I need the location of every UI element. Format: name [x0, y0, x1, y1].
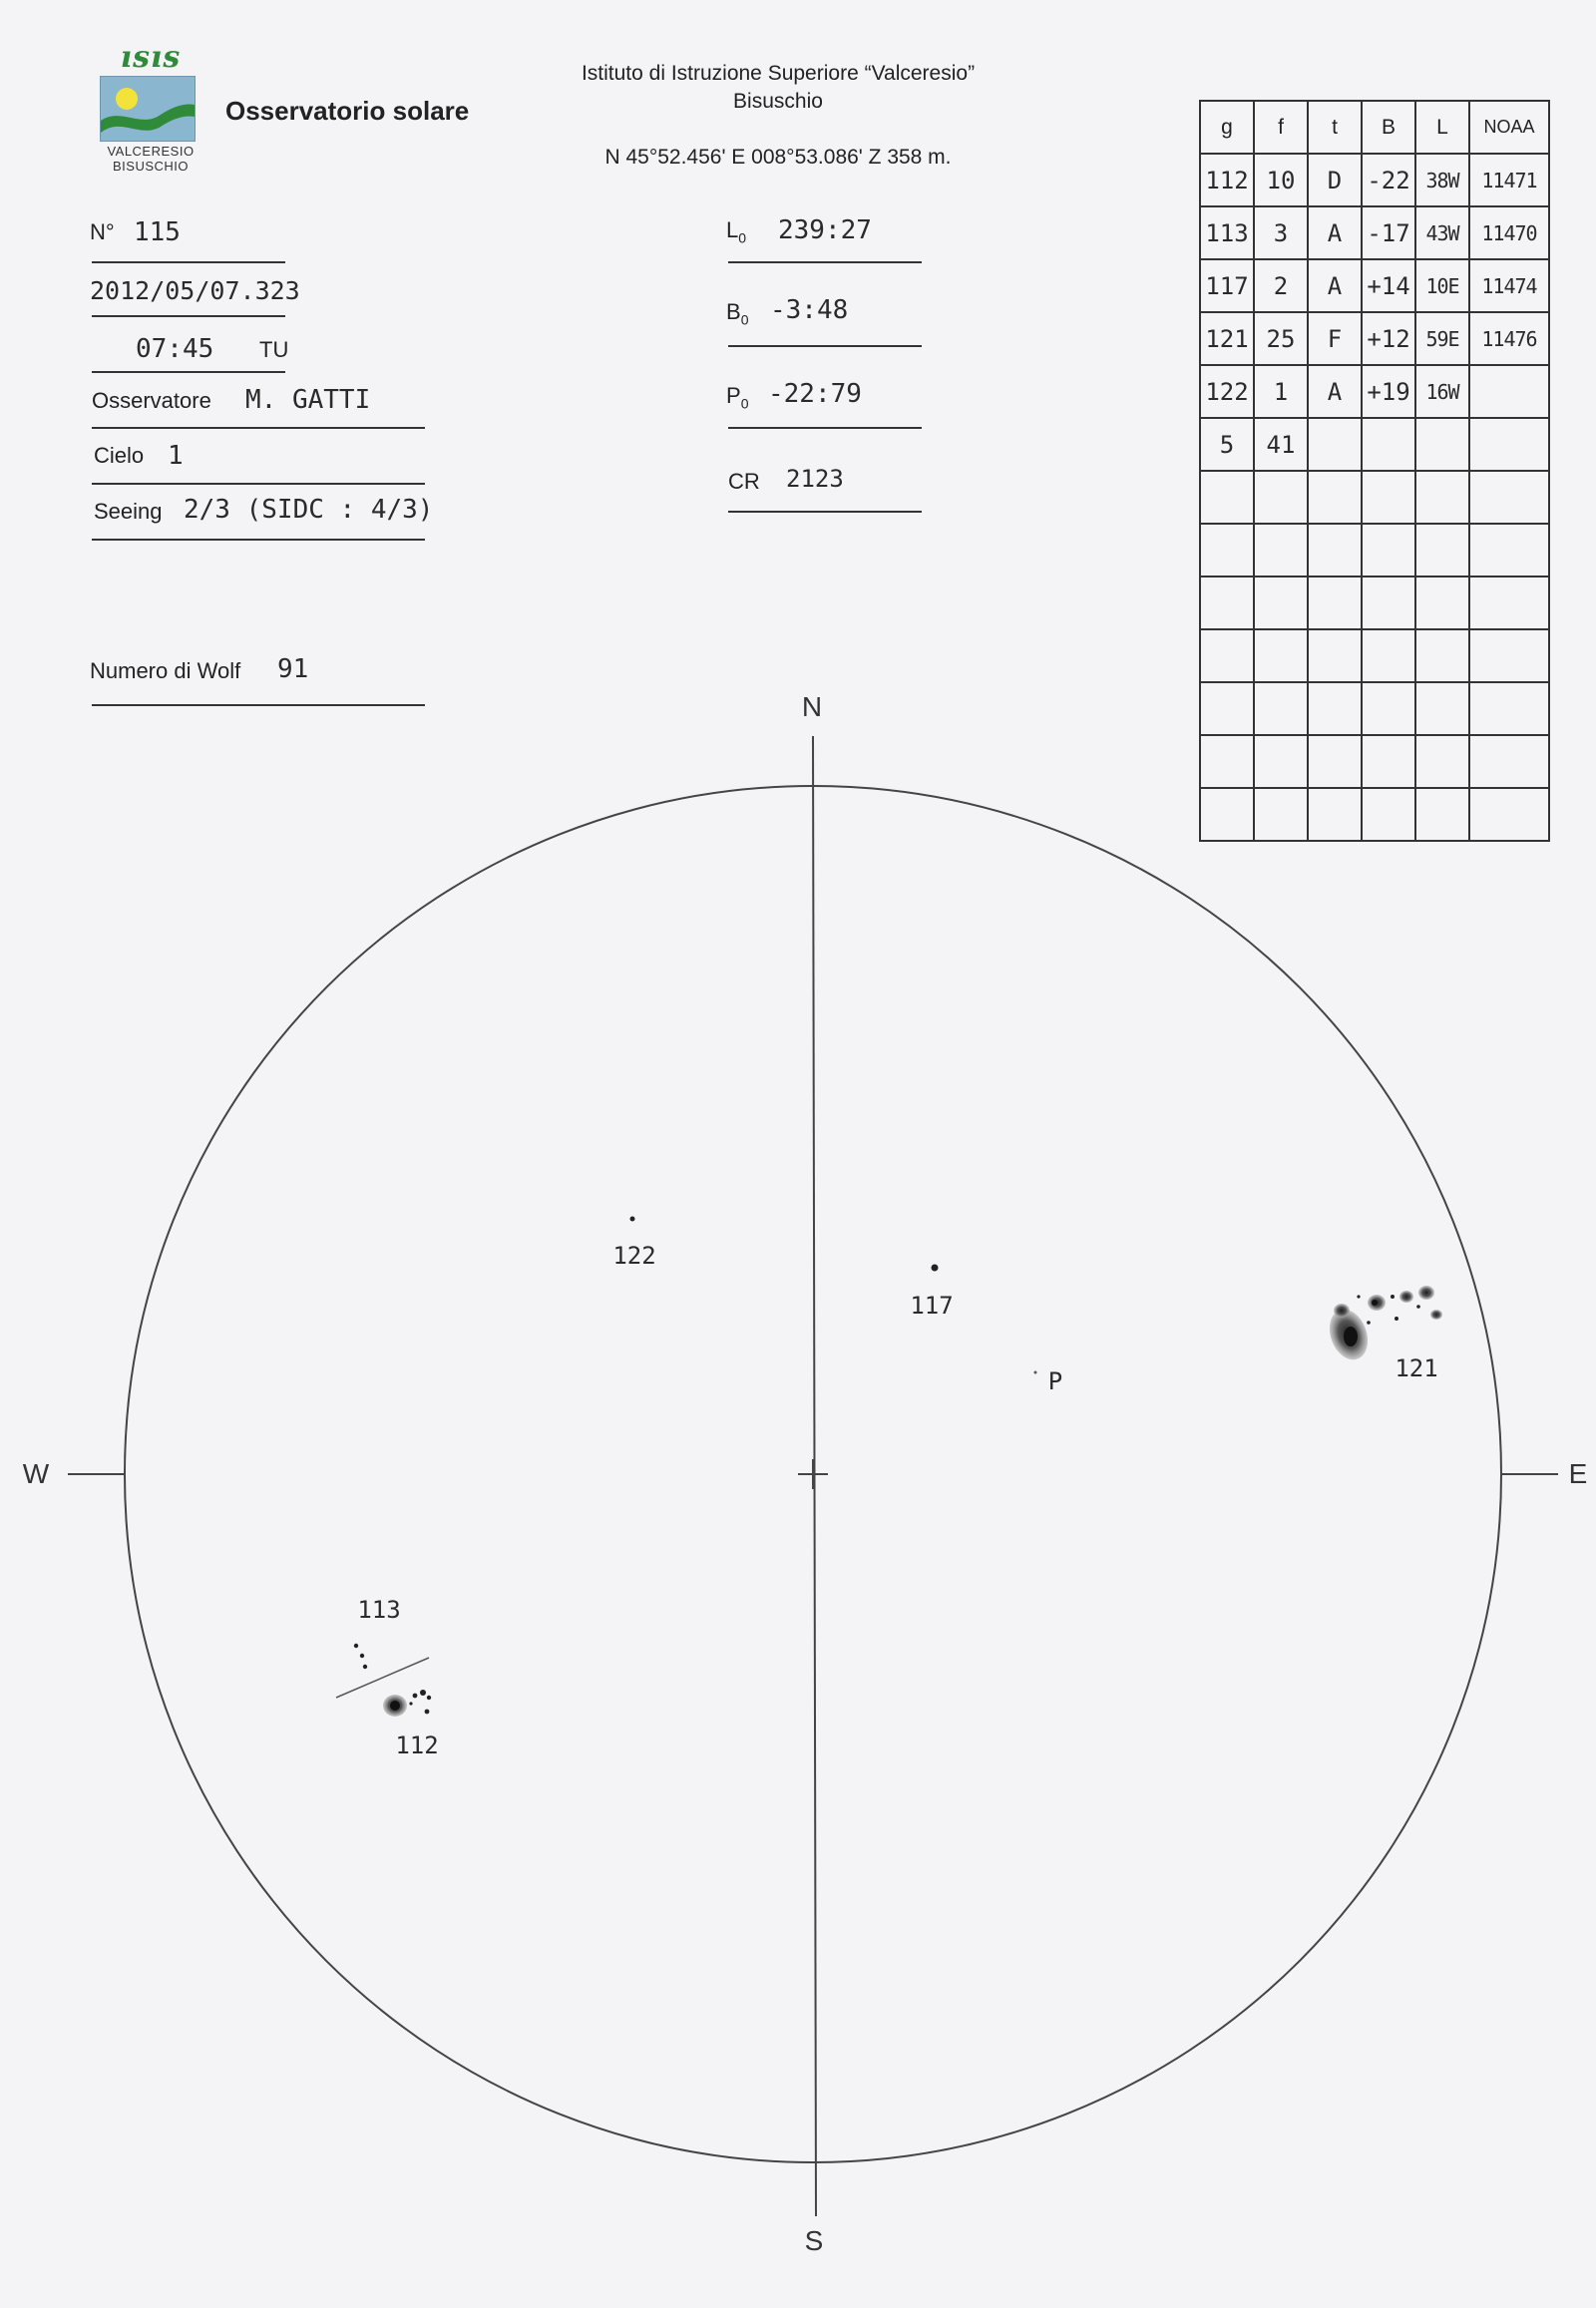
table-cell: 2: [1254, 259, 1308, 312]
spot-group-121: [1323, 1286, 1442, 1365]
logo-caption-valceresio: VALCERESIO: [107, 144, 195, 159]
table-cell: [1308, 577, 1362, 629]
group-label-121: 121: [1395, 1354, 1438, 1382]
p-axis-marker: [1034, 1371, 1037, 1374]
table-row: [1200, 312, 1549, 365]
table-cell: 117: [1200, 259, 1254, 312]
table-cell: [1200, 471, 1254, 524]
table-cell: [1200, 524, 1254, 577]
l0-label: $L_0$: [726, 217, 747, 246]
spot-group-113: [354, 1644, 367, 1669]
table-cell: [1308, 524, 1362, 577]
table-row: [1200, 365, 1549, 418]
table-cell: 121: [1200, 312, 1254, 365]
number-value: 115: [134, 217, 181, 247]
seeing-value: 2/3 (SIDC : 4/3): [184, 495, 434, 525]
table-cell: [1308, 629, 1362, 682]
table-header-cell: t: [1308, 101, 1362, 154]
table-row: [1200, 418, 1549, 471]
table-cell: A: [1308, 365, 1362, 418]
table-cell: [1415, 418, 1469, 471]
date-value: 2012/05/07.323: [90, 276, 300, 305]
spot-group-112: [383, 1690, 431, 1717]
institute-line-1: Istituto di Istruzione Superiore “Valceresio”: [581, 62, 976, 85]
cr-underline: [728, 511, 922, 513]
north-label: N: [801, 691, 823, 722]
table-cell: -22: [1362, 154, 1415, 206]
solar-disk-drawing: [0, 678, 1596, 2308]
seeing-label: Seeing: [94, 499, 163, 524]
table-cell: 113: [1200, 206, 1254, 259]
table-cell: [1254, 524, 1308, 577]
table-cell: -17: [1362, 206, 1415, 259]
table-cell: 3: [1254, 206, 1308, 259]
table-cell: [1362, 471, 1415, 524]
p0-label: $P_0$: [726, 383, 749, 412]
table-cell: [1254, 577, 1308, 629]
sky-underline: [92, 483, 425, 485]
b0-label: $B_0$: [726, 299, 749, 328]
table-cell: 16W: [1415, 365, 1469, 418]
observer-underline: [92, 427, 425, 429]
table-cell: [1469, 418, 1549, 471]
l0-underline: [728, 261, 922, 263]
table-cell: [1308, 418, 1362, 471]
table-cell: [1362, 418, 1415, 471]
table-cell: 11474: [1469, 259, 1549, 312]
table-cell: 11476: [1469, 312, 1549, 365]
table-cell: A: [1308, 259, 1362, 312]
table-header-cell: g: [1200, 101, 1254, 154]
observatory-coordinates: N 45°52.456' E 008°53.086' Z 358 m.: [604, 146, 952, 169]
wolf-number-label: Numero di Wolf: [90, 658, 241, 683]
table-cell: [1362, 577, 1415, 629]
table-cell: +19: [1362, 365, 1415, 418]
table-row: [1200, 206, 1549, 259]
table-cell: F: [1308, 312, 1362, 365]
seeing-underline: [92, 539, 425, 541]
table-row: [1200, 524, 1549, 577]
table-cell: +12: [1362, 312, 1415, 365]
table-cell: [1415, 524, 1469, 577]
isis-logo: [96, 40, 205, 180]
table-cell: [1469, 471, 1549, 524]
observer-value: M. GATTI: [245, 385, 371, 415]
table-cell: 112: [1200, 154, 1254, 206]
table-cell: 11470: [1469, 206, 1549, 259]
sky-label: Cielo: [94, 443, 145, 468]
p0-underline: [728, 427, 922, 429]
b0-underline: [728, 345, 922, 347]
table-cell: [1254, 471, 1308, 524]
table-header-cell: L: [1415, 101, 1469, 154]
table-cell: 10: [1254, 154, 1308, 206]
logo-emblem: [100, 76, 196, 142]
table-row: [1200, 629, 1549, 682]
table-cell: [1200, 577, 1254, 629]
wolf-number-value: 91: [277, 654, 309, 684]
table-row: [1200, 259, 1549, 312]
group-label-112: 112: [395, 1731, 439, 1759]
table-row: [1200, 154, 1549, 206]
table-cell: [1469, 629, 1549, 682]
logo-wordmark: ısıs: [120, 40, 182, 75]
p-axis-label: P: [1047, 1367, 1063, 1395]
table-cell: [1254, 629, 1308, 682]
table-cell: +14: [1362, 259, 1415, 312]
table-row: [1200, 471, 1549, 524]
group-label-113: 113: [357, 1596, 401, 1624]
group-label-122: 122: [612, 1242, 656, 1270]
institute-line-2: Bisuschio: [733, 90, 823, 113]
table-cell: [1308, 471, 1362, 524]
table-header-cell: NOAA: [1469, 101, 1549, 154]
table-cell: 25: [1254, 312, 1308, 365]
p0-value: -22:79: [768, 379, 862, 409]
table-row: [1200, 577, 1549, 629]
table-cell: [1469, 365, 1549, 418]
group-label-117: 117: [910, 1292, 954, 1320]
table-cell: 1: [1254, 365, 1308, 418]
table-cell: 5: [1200, 418, 1254, 471]
number-label: N°: [90, 219, 115, 244]
spot-group-117: [932, 1265, 939, 1272]
number-underline: [92, 261, 285, 263]
table-cell: 59E: [1415, 312, 1469, 365]
cr-value: 2123: [786, 465, 844, 493]
table-header-row: [1200, 101, 1549, 154]
table-cell: 10E: [1415, 259, 1469, 312]
observer-label: Osservatore: [92, 388, 211, 413]
table-cell: 122: [1200, 365, 1254, 418]
table-cell: 41: [1254, 418, 1308, 471]
table-cell: D: [1308, 154, 1362, 206]
table-cell: 11471: [1469, 154, 1549, 206]
logo-caption-bisuschio: BISUSCHIO: [112, 159, 189, 174]
time-value: 07:45: [136, 334, 214, 364]
group-divider-line: [336, 1658, 429, 1698]
east-label: E: [1568, 1458, 1588, 1489]
time-underline: [92, 371, 285, 373]
west-label: W: [22, 1458, 50, 1489]
l0-value: 239:27: [778, 215, 872, 245]
table-cell: [1362, 524, 1415, 577]
table-cell: 38W: [1415, 154, 1469, 206]
cr-label: CR: [728, 469, 760, 494]
table-cell: [1415, 471, 1469, 524]
table-header-cell: B: [1362, 101, 1415, 154]
time-unit: TU: [259, 337, 289, 362]
b0-value: -3:48: [770, 295, 849, 325]
date-underline: [92, 315, 285, 317]
south-label: S: [804, 2225, 824, 2256]
table-cell: [1469, 577, 1549, 629]
table-cell: [1200, 629, 1254, 682]
table-cell: [1415, 629, 1469, 682]
table-cell: A: [1308, 206, 1362, 259]
table-cell: [1469, 524, 1549, 577]
table-cell: 43W: [1415, 206, 1469, 259]
table-cell: [1415, 577, 1469, 629]
page-title: Osservatorio solare: [225, 96, 470, 126]
institute-name: [539, 60, 1017, 116]
table-header-cell: f: [1254, 101, 1308, 154]
table-cell: [1362, 629, 1415, 682]
sky-value: 1: [168, 441, 184, 471]
spot-group-122: [630, 1217, 635, 1222]
